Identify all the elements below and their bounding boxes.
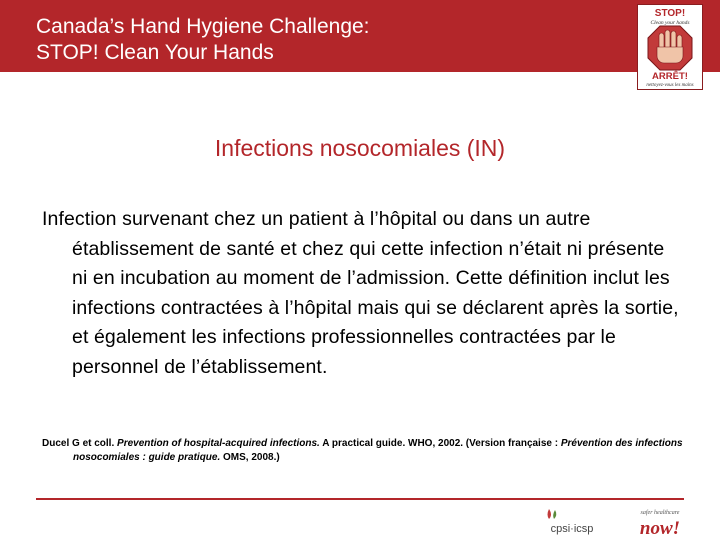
logo-text-bottom: ARRÊT! xyxy=(652,71,688,82)
stop-clean-hands-logo xyxy=(637,4,703,90)
reference-text-en: A practical guide. WHO, 2002. (Version française : xyxy=(319,438,561,449)
logo-text-top: STOP! xyxy=(654,8,686,19)
cpsi-icsp-logo xyxy=(537,507,607,537)
reference-title-fr: Prévention des infections nosocomiales : guide pratique. xyxy=(73,438,683,463)
definition-paragraph: Infection survenant chez un patient à l’hôpital ou dans un autre établissement de santé et chez qui cette infection n’était ni présente ni en incubation au moment de l’admission. Cette définition inclut les infections contractées à l’hôpital mais qui se déclarent après la sortie, et également les infections professionnelles contractées par le personnel de l’établissement. xyxy=(42,208,679,378)
slide-header-title: Canada’s Hand Hygiene Challenge: STOP! Clean Your Hands xyxy=(36,15,370,64)
reference-citation xyxy=(42,437,692,465)
now-logo-top: safer healthcare xyxy=(640,510,680,516)
cpsi-logo-text: cpsi·icsp xyxy=(550,523,594,535)
now-logo-text: now! xyxy=(639,518,681,539)
reference-authors: Ducel G et coll. xyxy=(42,438,118,449)
reference-title-en: Prevention of hospital-acquired infections. xyxy=(117,438,320,449)
header-banner xyxy=(0,0,720,72)
reference-text-fr: OMS, 2008.) xyxy=(220,452,280,463)
stop-hand-icon xyxy=(638,5,702,89)
logo-text-top-sub: Clean your hands xyxy=(650,20,690,26)
logo-text-bottom-sub: nettoyez-vous les mains xyxy=(646,83,694,88)
slide-subtitle: Infections nosocomiales (IN) xyxy=(214,135,506,161)
safer-healthcare-now-logo xyxy=(630,505,690,539)
footer-divider xyxy=(36,498,684,500)
